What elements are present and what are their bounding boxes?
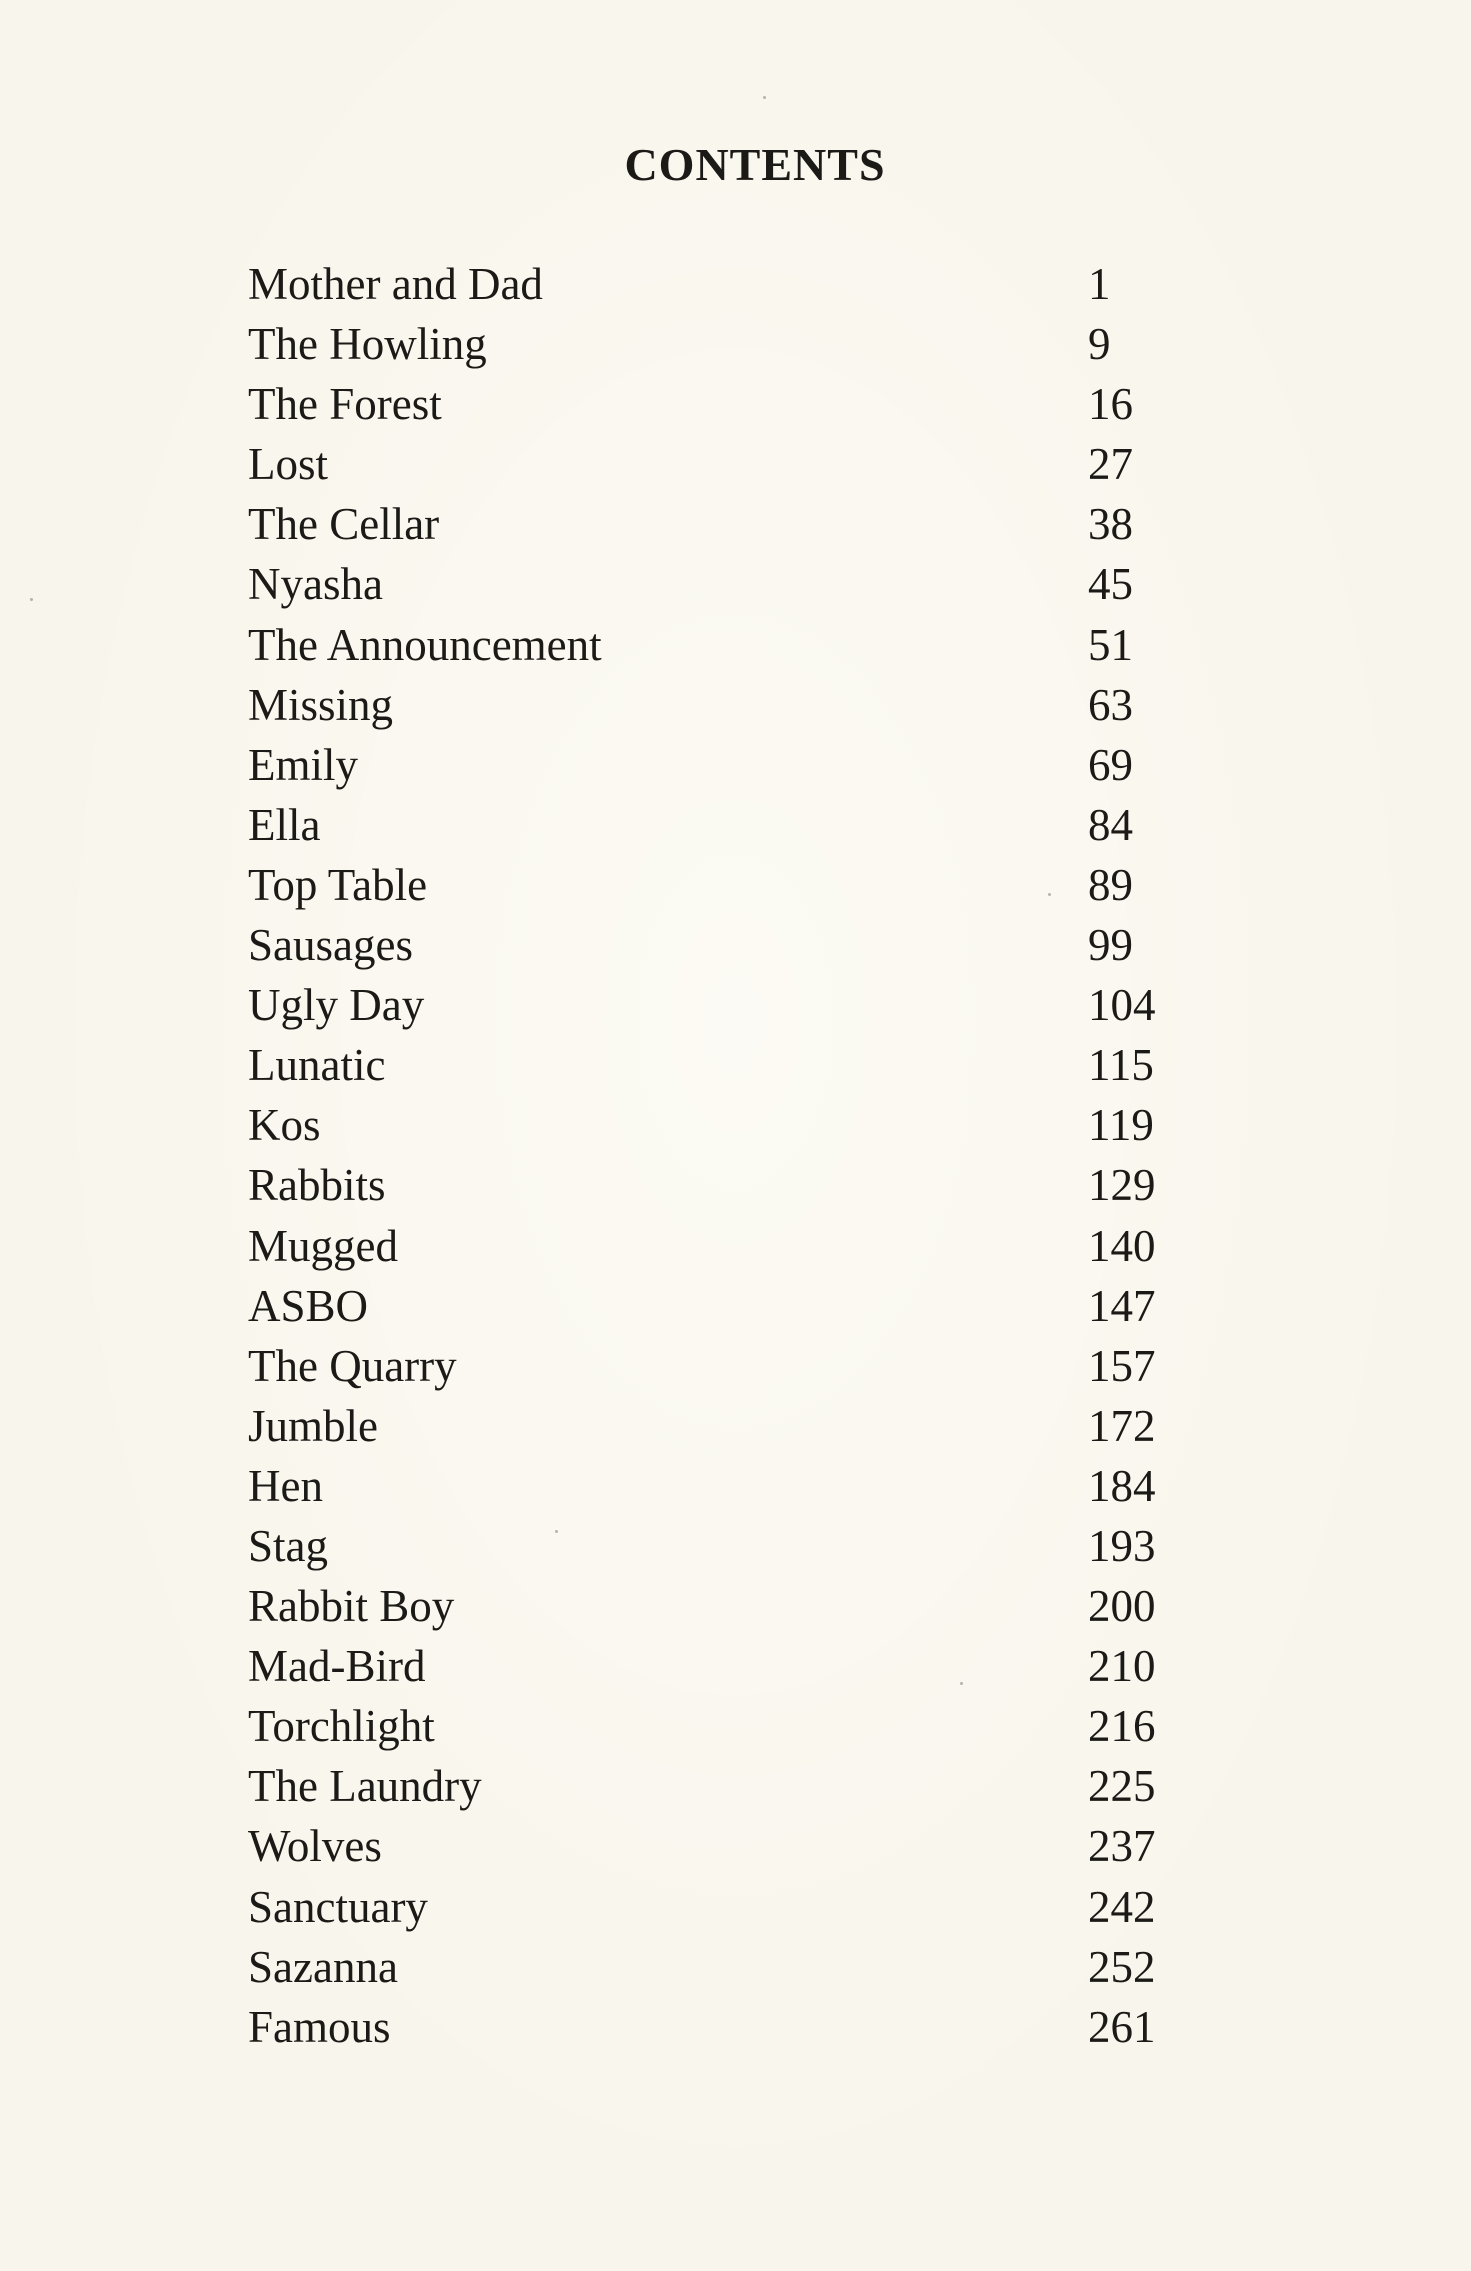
toc-entry bbox=[248, 795, 1228, 855]
chapter-page-number: 38 bbox=[1088, 499, 1133, 550]
toc-entry bbox=[248, 1576, 1228, 1636]
toc-entry bbox=[248, 1997, 1228, 2057]
chapter-page-number: 27 bbox=[1088, 439, 1133, 490]
toc-entry bbox=[248, 1696, 1228, 1756]
chapter-page-number: 157 bbox=[1088, 1340, 1156, 1391]
chapter-title: The Howling bbox=[248, 319, 487, 370]
chapter-title: Sausages bbox=[248, 920, 413, 971]
toc-entry bbox=[248, 254, 1228, 314]
toc-entry bbox=[248, 374, 1228, 434]
chapter-title: Mad-Bird bbox=[248, 1641, 426, 1692]
chapter-page-number: 140 bbox=[1088, 1220, 1156, 1271]
chapter-page-number: 237 bbox=[1088, 1821, 1156, 1872]
paper-speck bbox=[30, 598, 33, 601]
chapter-title: Rabbits bbox=[248, 1160, 386, 1211]
toc-entry bbox=[248, 915, 1228, 975]
toc-entry bbox=[248, 1035, 1228, 1095]
toc-entry bbox=[248, 1516, 1228, 1576]
chapter-title: Top Table bbox=[248, 859, 428, 910]
toc-entry bbox=[248, 1456, 1228, 1516]
toc-entry bbox=[248, 554, 1228, 614]
chapter-page-number: 115 bbox=[1088, 1040, 1154, 1091]
toc-entry bbox=[248, 1336, 1228, 1396]
chapter-page-number: 147 bbox=[1088, 1280, 1156, 1331]
chapter-title: Rabbit Boy bbox=[248, 1581, 455, 1632]
chapter-page-number: 242 bbox=[1088, 1881, 1156, 1932]
chapter-title: Nyasha bbox=[248, 559, 383, 610]
toc-entry bbox=[248, 1636, 1228, 1696]
toc-entry bbox=[248, 855, 1228, 915]
chapter-title: Lunatic bbox=[248, 1040, 386, 1091]
toc-entry bbox=[248, 735, 1228, 795]
chapter-page-number: 200 bbox=[1088, 1581, 1156, 1632]
chapter-page-number: 172 bbox=[1088, 1400, 1156, 1451]
toc-entry bbox=[248, 615, 1228, 675]
chapter-title: Emily bbox=[248, 739, 358, 790]
chapter-title: The Quarry bbox=[248, 1340, 457, 1391]
chapter-title: Sazanna bbox=[248, 1941, 398, 1992]
chapter-title: Kos bbox=[248, 1100, 321, 1151]
chapter-page-number: 216 bbox=[1088, 1701, 1156, 1752]
toc-entry bbox=[248, 1155, 1228, 1215]
toc-entry bbox=[248, 494, 1228, 554]
chapter-title: Ella bbox=[248, 799, 321, 850]
paper-speck bbox=[763, 96, 766, 99]
chapter-page-number: 99 bbox=[1088, 920, 1133, 971]
chapter-page-number: 129 bbox=[1088, 1160, 1156, 1211]
paper-speck bbox=[555, 1530, 558, 1533]
chapter-page-number: 252 bbox=[1088, 1941, 1156, 1992]
chapter-title: Wolves bbox=[248, 1821, 382, 1872]
chapter-page-number: 261 bbox=[1088, 2001, 1156, 2052]
chapter-title: ASBO bbox=[248, 1280, 369, 1331]
chapter-page-number: 104 bbox=[1088, 980, 1156, 1031]
toc-entry bbox=[248, 434, 1228, 494]
chapter-title: Torchlight bbox=[248, 1701, 435, 1752]
chapter-title: Hen bbox=[248, 1460, 323, 1511]
chapter-title: Stag bbox=[248, 1520, 329, 1571]
toc-entry bbox=[248, 314, 1228, 374]
chapter-title: Ugly Day bbox=[248, 980, 425, 1031]
paper-speck bbox=[960, 1682, 963, 1685]
chapter-title: Mother and Dad bbox=[248, 259, 543, 309]
chapter-title: Sanctuary bbox=[248, 1881, 428, 1932]
toc-entry bbox=[248, 975, 1228, 1035]
chapter-page-number: 84 bbox=[1088, 799, 1133, 850]
chapter-title: Lost bbox=[248, 439, 329, 490]
toc-entry bbox=[248, 675, 1228, 735]
table-of-contents bbox=[248, 254, 1228, 2057]
chapter-page-number: 119 bbox=[1088, 1100, 1154, 1151]
chapter-page-number: 89 bbox=[1088, 859, 1133, 910]
chapter-page-number: 45 bbox=[1088, 559, 1133, 610]
chapter-page-number: 9 bbox=[1088, 319, 1111, 370]
toc-entry bbox=[248, 1276, 1228, 1336]
toc-entry bbox=[248, 1396, 1228, 1456]
chapter-title: The Laundry bbox=[248, 1761, 482, 1812]
paper-speck bbox=[1048, 893, 1051, 896]
chapter-page-number: 184 bbox=[1088, 1460, 1156, 1511]
chapter-page-number: 193 bbox=[1088, 1520, 1156, 1571]
chapter-title: The Cellar bbox=[248, 499, 440, 550]
page-title: CONTENTS bbox=[624, 139, 886, 190]
toc-entry bbox=[248, 1216, 1228, 1276]
chapter-title: Famous bbox=[248, 2001, 391, 2052]
toc-entry bbox=[248, 1095, 1228, 1155]
chapter-page-number: 225 bbox=[1088, 1761, 1156, 1812]
chapter-title: Missing bbox=[248, 679, 394, 730]
chapter-title: The Announcement bbox=[248, 619, 602, 670]
chapter-page-number: 63 bbox=[1088, 679, 1133, 730]
chapter-page-number: 210 bbox=[1088, 1641, 1156, 1692]
chapter-title: The Forest bbox=[248, 379, 442, 430]
toc-entry bbox=[248, 1756, 1228, 1816]
toc-entry bbox=[248, 1877, 1228, 1937]
chapter-page-number: 1 bbox=[1088, 259, 1111, 309]
chapter-title: Mugged bbox=[248, 1220, 398, 1271]
chapter-page-number: 16 bbox=[1088, 379, 1133, 430]
toc-entry bbox=[248, 1816, 1228, 1876]
chapter-title: Jumble bbox=[248, 1400, 378, 1451]
chapter-page-number: 69 bbox=[1088, 739, 1133, 790]
chapter-page-number: 51 bbox=[1088, 619, 1133, 670]
toc-entry bbox=[248, 1937, 1228, 1997]
